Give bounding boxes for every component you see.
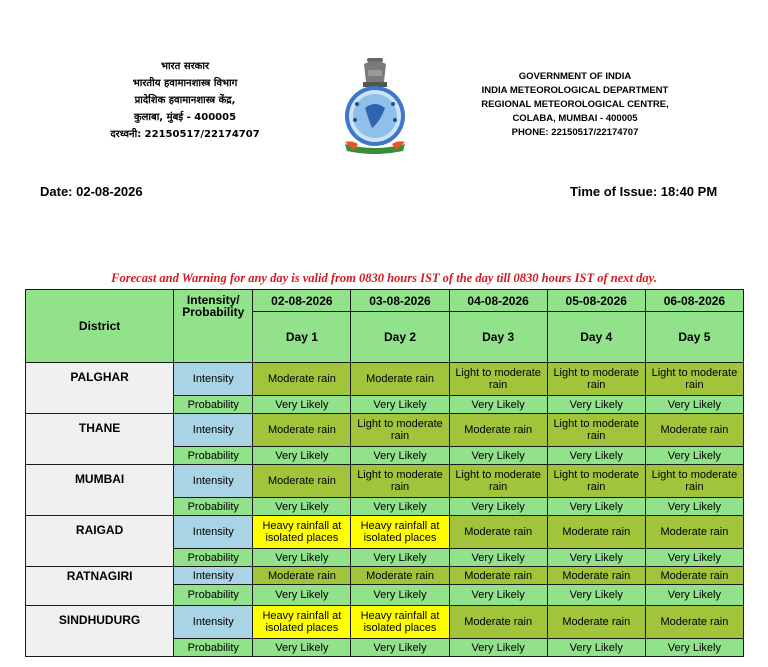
- probability-cell: Very Likely: [351, 549, 449, 567]
- probability-cell: Very Likely: [449, 498, 547, 516]
- date-header: 02-08-2026: [253, 290, 351, 312]
- probability-cell: Very Likely: [547, 639, 645, 657]
- probability-cell: Very Likely: [547, 549, 645, 567]
- probability-label: Probability: [174, 498, 253, 516]
- probability-cell: Very Likely: [449, 585, 547, 606]
- english-line-2: INDIA METEOROLOGICAL DEPARTMENT: [481, 85, 669, 96]
- hindi-line-2: भारतीय हवामानशास्त्र विभाग: [132, 78, 238, 89]
- issue-date: Date: 02-08-2026: [40, 184, 143, 199]
- validity-note: Forecast and Warning for any day is valid from 0830 hours IST of the day till 0830 hours IST of next day.: [111, 271, 657, 285]
- intensity-cell: Heavy rainfall at isolated places: [351, 516, 449, 549]
- district-name: RATNAGIRI: [26, 567, 174, 606]
- intensity-cell: Light to moderate rain: [547, 465, 645, 498]
- date-header: 06-08-2026: [645, 290, 743, 312]
- district-name: MUMBAI: [26, 465, 174, 516]
- intensity-cell: Moderate rain: [253, 414, 351, 447]
- probability-label: Probability: [174, 585, 253, 606]
- district-name: RAIGAD: [26, 516, 174, 567]
- intensity-cell: Heavy rainfall at isolated places: [351, 606, 449, 639]
- english-line-5: PHONE: 22150517/22174707: [511, 127, 639, 138]
- intensity-cell: Moderate rain: [449, 567, 547, 585]
- probability-label: Probability: [174, 396, 253, 414]
- intensity-cell: Light to moderate rain: [449, 363, 547, 396]
- intensity-label: Intensity: [174, 363, 253, 396]
- intensity-cell: Moderate rain: [253, 567, 351, 585]
- district-name: SINDHUDURG: [26, 606, 174, 657]
- probability-cell: Very Likely: [645, 549, 743, 567]
- hindi-address-block: [105, 58, 265, 143]
- probability-cell: Very Likely: [645, 498, 743, 516]
- probability-cell: Very Likely: [547, 498, 645, 516]
- probability-cell: Very Likely: [253, 498, 351, 516]
- table-row: [26, 567, 744, 585]
- intensity-cell: Light to moderate rain: [645, 363, 743, 396]
- hindi-line-3: प्रादेशिक हवामानशास्त्र केंद्र,: [134, 95, 236, 106]
- probability-cell: Very Likely: [351, 498, 449, 516]
- probability-cell: Very Likely: [547, 585, 645, 606]
- probability-cell: Very Likely: [449, 549, 547, 567]
- intensity-cell: Moderate rain: [645, 567, 743, 585]
- english-line-4: COLABA, MUMBAI - 400005: [512, 113, 638, 124]
- date-header: 03-08-2026: [351, 290, 449, 312]
- probability-cell: Very Likely: [547, 396, 645, 414]
- intensity-cell: Light to moderate rain: [351, 414, 449, 447]
- probability-cell: Very Likely: [645, 447, 743, 465]
- english-address-block: [470, 70, 680, 140]
- intensity-cell: Moderate rain: [547, 567, 645, 585]
- intensity-probability-header: Intensity/ Probability: [174, 290, 253, 363]
- imd-emblem-icon: [340, 56, 410, 156]
- probability-cell: Very Likely: [547, 447, 645, 465]
- issue-time: Time of Issue: 18:40 PM: [570, 184, 718, 199]
- intensity-cell: Light to moderate rain: [645, 465, 743, 498]
- district-name: PALGHAR: [26, 363, 174, 414]
- intensity-cell: Moderate rain: [645, 414, 743, 447]
- intensity-cell: Moderate rain: [449, 516, 547, 549]
- probability-label: Probability: [174, 549, 253, 567]
- intensity-cell: Light to moderate rain: [547, 414, 645, 447]
- probability-cell: Very Likely: [253, 639, 351, 657]
- intensity-cell: Moderate rain: [449, 606, 547, 639]
- intensity-cell: Moderate rain: [351, 567, 449, 585]
- day-header: Day 2: [351, 312, 449, 363]
- probability-label: Probability: [174, 639, 253, 657]
- probability-cell: Very Likely: [351, 639, 449, 657]
- intensity-label: Intensity: [174, 606, 253, 639]
- intensity-label: Intensity: [174, 516, 253, 549]
- intensity-label: Intensity: [174, 465, 253, 498]
- table-row: [26, 606, 744, 639]
- intensity-label: Intensity: [174, 567, 253, 585]
- intensity-cell: Light to moderate rain: [351, 465, 449, 498]
- probability-cell: Very Likely: [253, 549, 351, 567]
- probability-cell: Very Likely: [351, 585, 449, 606]
- day-header: Day 4: [547, 312, 645, 363]
- intensity-cell: Moderate rain: [645, 516, 743, 549]
- english-line-3: REGIONAL METEOROLOGICAL CENTRE,: [481, 99, 669, 110]
- probability-cell: Very Likely: [449, 639, 547, 657]
- intensity-cell: Moderate rain: [351, 363, 449, 396]
- intensity-cell: Moderate rain: [253, 363, 351, 396]
- probability-cell: Very Likely: [645, 639, 743, 657]
- intensity-cell: Light to moderate rain: [547, 363, 645, 396]
- probability-cell: Very Likely: [449, 396, 547, 414]
- table-row: [26, 363, 744, 396]
- table-row: [26, 516, 744, 549]
- intensity-label: Intensity: [174, 414, 253, 447]
- probability-cell: Very Likely: [351, 447, 449, 465]
- day-header: Day 1: [253, 312, 351, 363]
- probability-cell: Very Likely: [253, 585, 351, 606]
- table-row: [26, 465, 744, 498]
- district-name: THANE: [26, 414, 174, 465]
- intensity-cell: Moderate rain: [645, 606, 743, 639]
- intensity-cell: Heavy rainfall at isolated places: [253, 516, 351, 549]
- probability-label: Probability: [174, 447, 253, 465]
- intensity-cell: Moderate rain: [449, 414, 547, 447]
- day-header: Day 3: [449, 312, 547, 363]
- date-header: 05-08-2026: [547, 290, 645, 312]
- probability-cell: Very Likely: [253, 396, 351, 414]
- day-header: Day 5: [645, 312, 743, 363]
- table-row: [26, 414, 744, 447]
- probability-cell: Very Likely: [253, 447, 351, 465]
- hindi-line-1: भारत सरकार: [160, 61, 210, 72]
- district-header: District: [26, 290, 174, 363]
- date-header: 04-08-2026: [449, 290, 547, 312]
- probability-cell: Very Likely: [645, 585, 743, 606]
- intensity-cell: Moderate rain: [547, 516, 645, 549]
- hindi-line-5: दरध्वनी: 22150517/22174707: [110, 129, 260, 140]
- intensity-cell: Moderate rain: [253, 465, 351, 498]
- intensity-cell: Light to moderate rain: [449, 465, 547, 498]
- probability-cell: Very Likely: [351, 396, 449, 414]
- probability-cell: Very Likely: [645, 396, 743, 414]
- intensity-cell: Moderate rain: [547, 606, 645, 639]
- forecast-table: [25, 289, 744, 657]
- hindi-line-4: कुलाबा, मुंबई - 400005: [133, 112, 237, 123]
- probability-cell: Very Likely: [449, 447, 547, 465]
- english-line-1: GOVERNMENT OF INDIA: [518, 71, 632, 82]
- intensity-cell: Heavy rainfall at isolated places: [253, 606, 351, 639]
